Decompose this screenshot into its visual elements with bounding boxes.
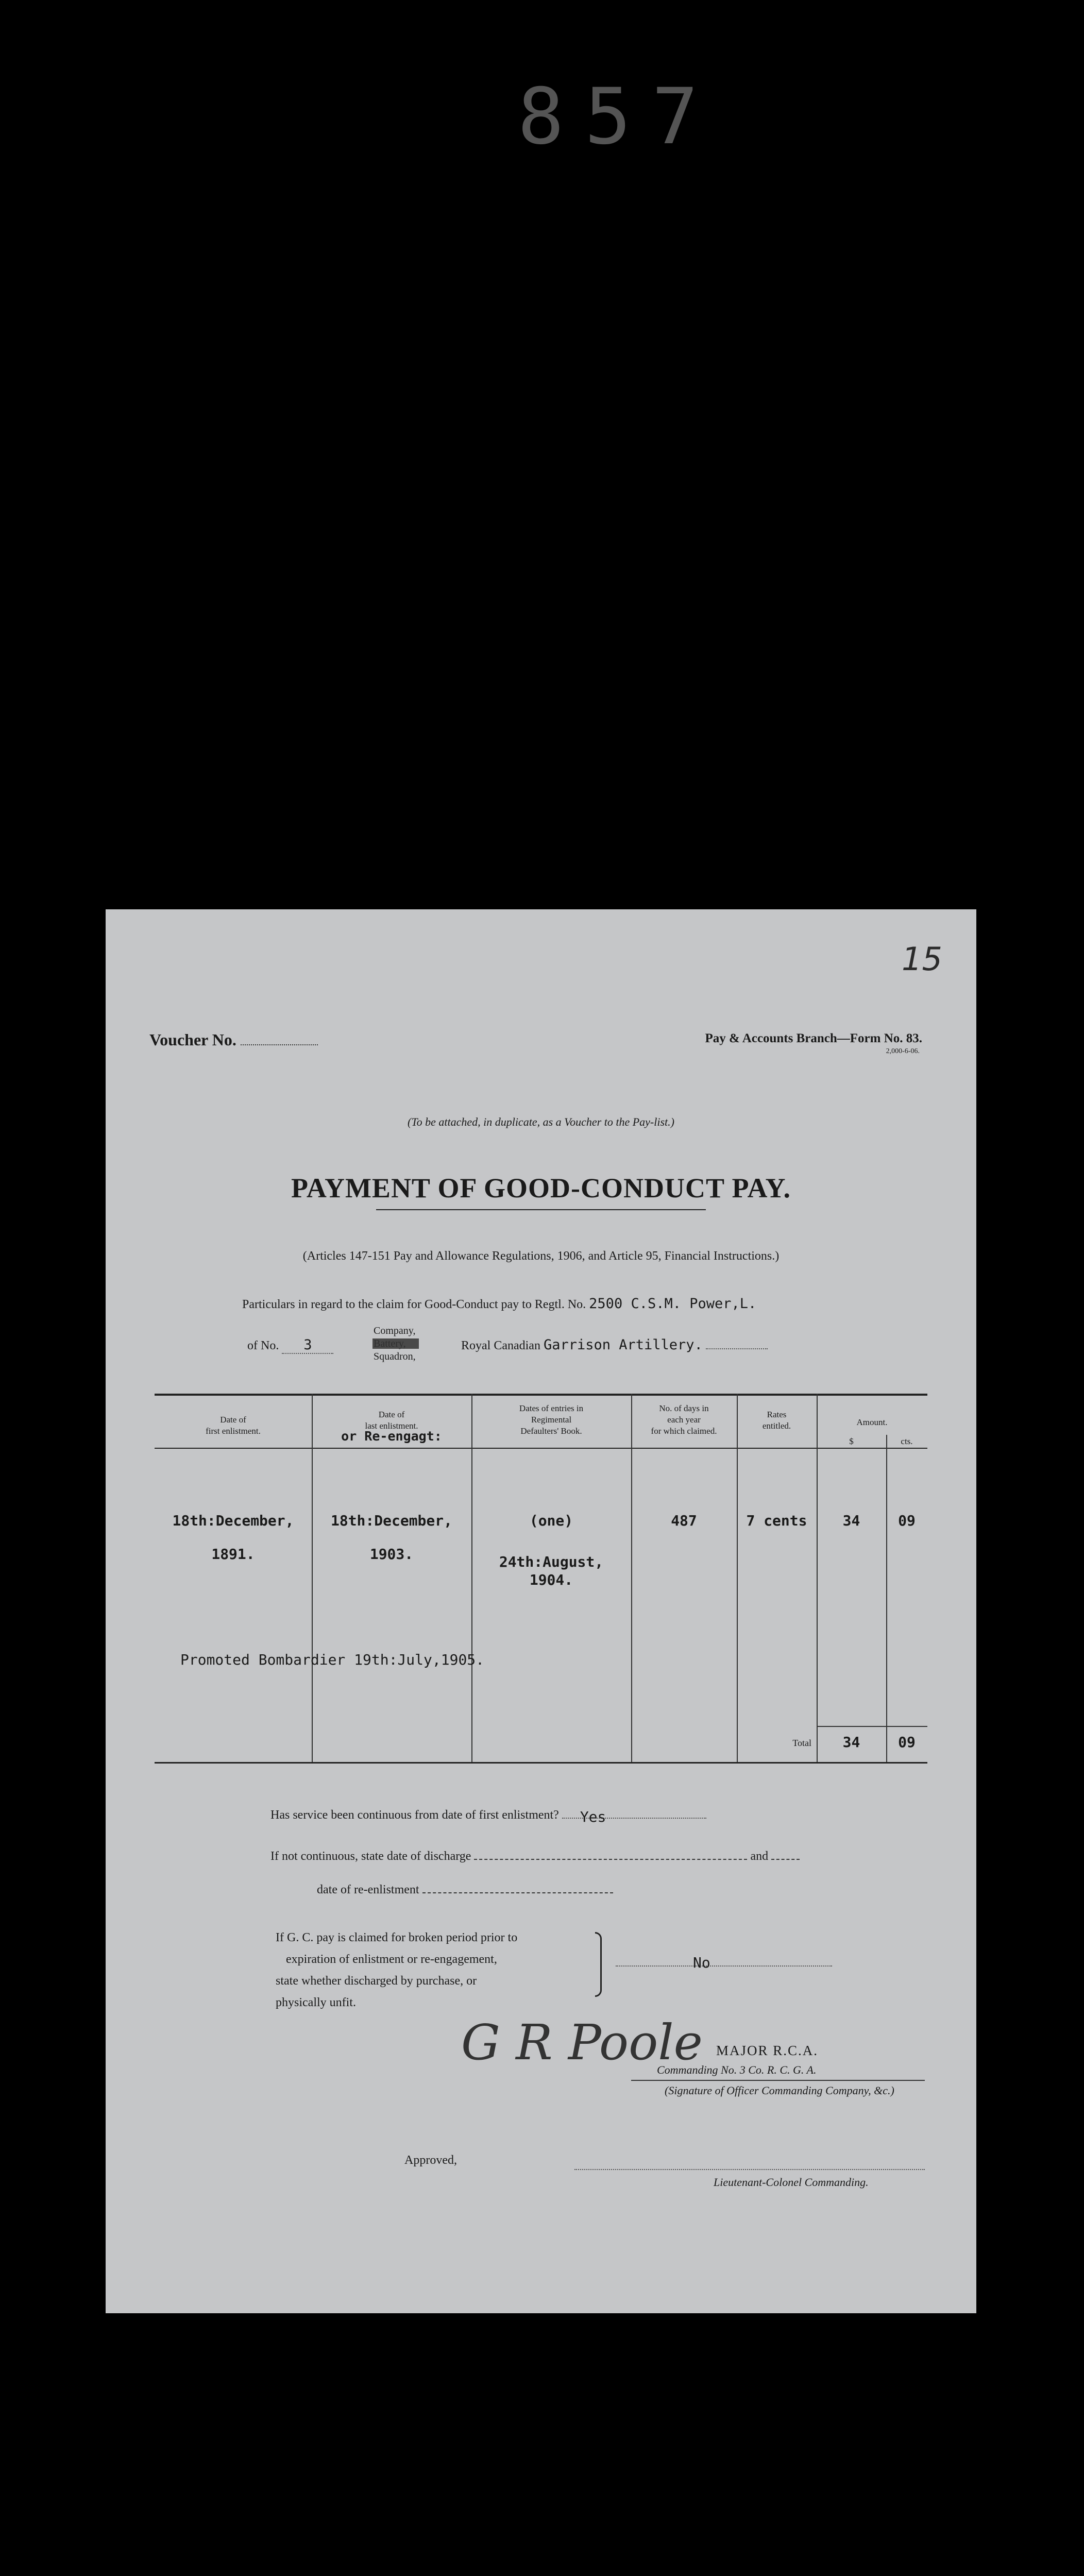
form-print-code: 2,000-6-06. xyxy=(886,1047,920,1055)
cell-rate: 7 cents xyxy=(746,1512,807,1529)
cell-cents: 09 xyxy=(898,1512,916,1529)
good-conduct-pay-form xyxy=(106,909,976,2313)
reenlistment-dash-line xyxy=(422,1892,613,1893)
promoted-note: Promoted Bombardier 19th:July,1905. xyxy=(180,1651,485,1668)
commanding-stamp: Commanding No. 3 Co. R. C. G. A. xyxy=(657,2063,817,2076)
page-number-handwritten: 15 xyxy=(902,940,942,978)
total-cents: 09 xyxy=(898,1734,916,1751)
cell-first-enlistment-2: 1891. xyxy=(211,1546,255,1563)
unit-type-stack xyxy=(374,1325,416,1363)
unit-battery-struck xyxy=(374,1337,416,1350)
articles-reference: (Articles 147-151 Pay and Allowance Regulations, 1906, and Article 95, Financial Instructions.) xyxy=(302,1249,780,1263)
corps-blank xyxy=(706,1348,768,1349)
of-no-label: of No. xyxy=(247,1339,279,1352)
broken-period-bracket xyxy=(595,1932,602,1997)
header-last-enlistment: Date of last enlistment. or Re-engagt: xyxy=(341,1410,442,1444)
regiment-line xyxy=(461,1337,768,1353)
approval-line xyxy=(574,2169,925,2170)
cell-dollars: 34 xyxy=(842,1512,860,1529)
microfilm-frame-number: 857 xyxy=(517,72,719,162)
total-dollars: 34 xyxy=(842,1734,860,1751)
continuous-answer-line xyxy=(562,1808,706,1825)
attach-note: (To be attached, in duplicate, as a Voucher to the Pay-list.) xyxy=(408,1115,674,1128)
approved-label: Approved, xyxy=(404,2154,457,2167)
royal-canadian-label: Royal Canadian xyxy=(461,1339,540,1352)
total-rule xyxy=(817,1726,927,1727)
officer-signature: G R Poole xyxy=(461,2014,703,2071)
cell-defaulters-3: 1904. xyxy=(529,1571,573,1588)
unit-squadron: Squadron, xyxy=(374,1351,416,1362)
header-first-enlistment: Date of first enlistment. xyxy=(206,1415,261,1436)
question-broken-period: If G. C. pay is claimed for broken period prior to expiration of enlistment or re-engagement, state whether discharged by purchase, or physically unfit. xyxy=(276,1931,518,2009)
col-divider-1 xyxy=(312,1394,313,1762)
cell-last-enlistment-1: 18th:December, xyxy=(330,1512,452,1529)
header-cents: cts. xyxy=(901,1436,913,1446)
question-continuous: Has service been continuous from date of first enlistment? Yes xyxy=(270,1808,706,1822)
header-days: No. of days in each year for which claimed. xyxy=(651,1403,717,1436)
total-label: Total xyxy=(792,1738,811,1748)
table-header-rule xyxy=(155,1448,927,1449)
table-top-rule xyxy=(155,1394,927,1396)
company-line xyxy=(247,1337,333,1354)
unit-company: Company, xyxy=(374,1325,416,1336)
col-divider-5 xyxy=(817,1394,818,1762)
voucher-number-blank xyxy=(241,1044,318,1045)
header-dollars: $ xyxy=(849,1436,854,1446)
voucher-label: Voucher No. xyxy=(149,1030,236,1049)
discharge-dash-line xyxy=(474,1859,747,1860)
signature-line xyxy=(631,2080,925,2081)
cell-last-enlistment-2: 1903. xyxy=(369,1546,414,1563)
form-number: Pay & Accounts Branch—Form No. 83. xyxy=(705,1031,922,1045)
cell-days: 487 xyxy=(671,1512,697,1529)
corps-name: Garrison Artillery. xyxy=(543,1337,703,1353)
header-rates: Rates entitled. xyxy=(762,1410,791,1431)
col-divider-3 xyxy=(631,1394,632,1762)
particulars-line xyxy=(242,1296,756,1312)
table-bottom-rule xyxy=(155,1762,927,1764)
col-divider-4 xyxy=(737,1394,738,1762)
signature-caption: (Signature of Officer Commanding Company, &c.) xyxy=(665,2084,894,2097)
particulars-fill: 2500 C.S.M. Power,L. xyxy=(589,1296,757,1312)
broken-period-answer: No xyxy=(693,1954,710,1971)
company-number: 3 xyxy=(282,1337,333,1354)
question-discharge: If not continuous, state date of discharge and xyxy=(270,1850,800,1863)
header-defaulters: Dates of entries in Regimental Defaulters' Book. xyxy=(519,1403,584,1436)
broken-period-line xyxy=(616,1965,832,1967)
voucher-number xyxy=(149,1030,318,1049)
lt-col-caption: Lieutenant-Colonel Commanding. xyxy=(714,2176,869,2189)
particulars-label: Particulars in regard to the claim for Good-Conduct pay to Regtl. No. xyxy=(242,1298,586,1311)
cell-defaulters-1: (one) xyxy=(529,1512,573,1529)
continuous-answer: Yes xyxy=(580,1808,606,1825)
cell-first-enlistment-1: 18th:December, xyxy=(172,1512,294,1529)
discharge-dash-end xyxy=(771,1859,800,1860)
form-title: PAYMENT OF GOOD-CONDUCT PAY. xyxy=(291,1173,791,1204)
title-underline xyxy=(376,1209,706,1210)
question-reenlistment: date of re-enlistment xyxy=(317,1883,613,1897)
cell-defaulters-2: 24th:August, xyxy=(499,1553,604,1570)
officer-rank: MAJOR R.C.A. xyxy=(716,2043,819,2058)
header-amount: Amount. xyxy=(856,1417,888,1427)
col-divider-cents xyxy=(886,1435,887,1762)
